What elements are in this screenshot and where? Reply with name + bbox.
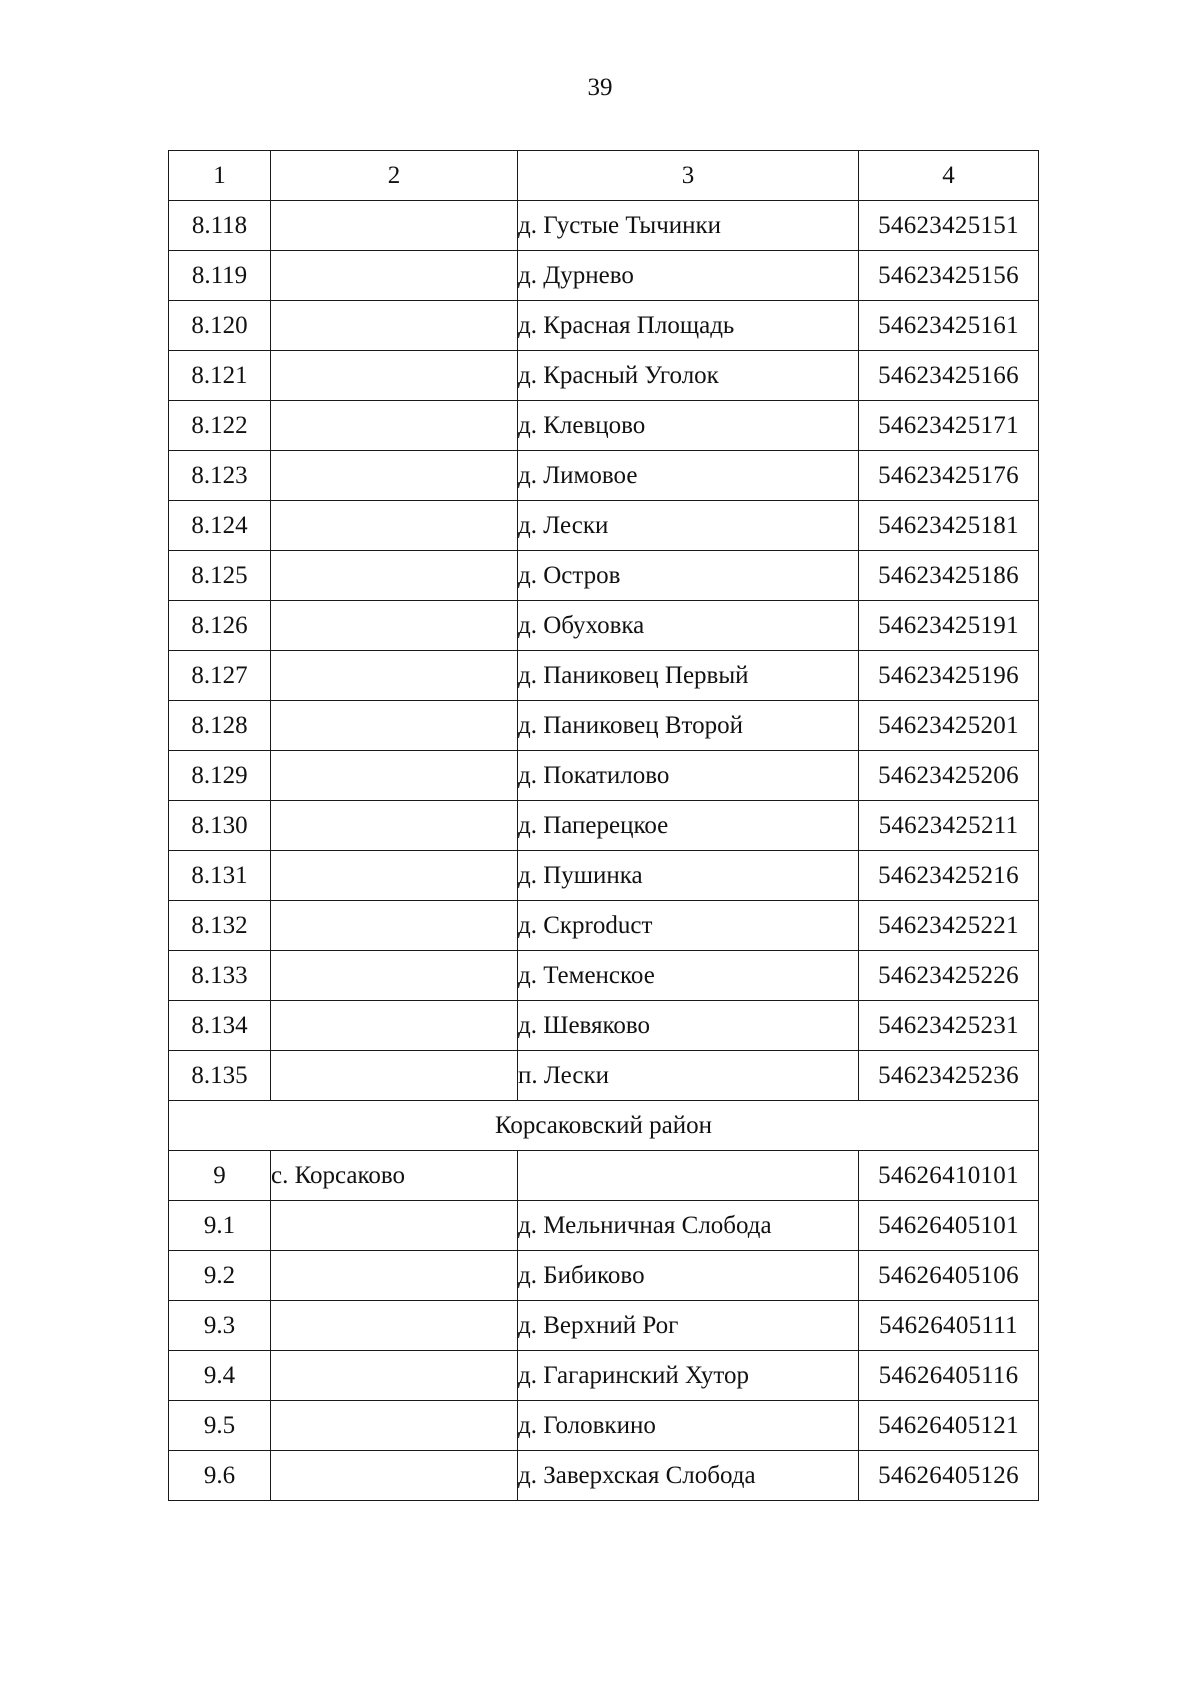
row-number-cell: 9.1 <box>169 1201 271 1251</box>
page-number: 39 <box>587 74 613 101</box>
settlement-cell <box>271 1251 518 1301</box>
settlement-cell <box>271 251 518 301</box>
locality-cell: д. Лимовое <box>518 451 859 501</box>
settlement-cell <box>271 201 518 251</box>
row-number-cell: 9.4 <box>169 1351 271 1401</box>
table-row <box>169 301 1039 351</box>
row-number-cell: 8.130 <box>169 801 271 851</box>
oktmo-code-cell: 54623425166 <box>859 351 1039 401</box>
locality-cell: д. Мельничная Слобода <box>518 1201 859 1251</box>
row-number-cell: 9.5 <box>169 1401 271 1451</box>
oktmo-code-cell: 54623425176 <box>859 451 1039 501</box>
settlement-cell <box>271 651 518 701</box>
locality-cell: д. Красная Площадь <box>518 301 859 351</box>
table-row <box>169 701 1039 751</box>
locality-cell: д. Покатилово <box>518 751 859 801</box>
oktmo-code-cell: 54626405101 <box>859 1201 1039 1251</box>
table-row <box>169 451 1039 501</box>
header-row <box>169 151 1039 201</box>
column-header-3: 3 <box>518 151 859 201</box>
locality-cell: д. Остров <box>518 551 859 601</box>
settlement-cell <box>271 1051 518 1101</box>
oktmo-code-cell: 54623425206 <box>859 751 1039 801</box>
row-number-cell: 8.134 <box>169 1001 271 1051</box>
settlement-cell <box>271 901 518 951</box>
oktmo-code-cell: 54623425226 <box>859 951 1039 1001</box>
section-row <box>169 1101 1039 1151</box>
locality-cell: д. Лески <box>518 501 859 551</box>
settlement-cell <box>271 1001 518 1051</box>
table-row <box>169 951 1039 1001</box>
row-number-cell: 8.125 <box>169 551 271 601</box>
row-number-cell: 8.129 <box>169 751 271 801</box>
table-row <box>169 1151 1039 1201</box>
section-title: Корсаковский район <box>169 1101 1039 1151</box>
settlement-cell <box>271 851 518 901</box>
row-number-cell: 8.127 <box>169 651 271 701</box>
settlements-table <box>168 150 1039 1501</box>
locality-cell <box>518 1151 859 1201</box>
table-row <box>169 251 1039 301</box>
table-row <box>169 351 1039 401</box>
locality-cell: д. Клевцово <box>518 401 859 451</box>
settlement-cell <box>271 501 518 551</box>
row-number-cell: 8.135 <box>169 1051 271 1101</box>
table-row <box>169 1201 1039 1251</box>
locality-cell: п. Лески <box>518 1051 859 1101</box>
table-row <box>169 651 1039 701</box>
oktmo-code-cell: 54623425196 <box>859 651 1039 701</box>
settlement-cell <box>271 1301 518 1351</box>
oktmo-code-cell: 54623425151 <box>859 201 1039 251</box>
settlement-cell <box>271 301 518 351</box>
table-row <box>169 901 1039 951</box>
oktmo-code-cell: 54623425186 <box>859 551 1039 601</box>
locality-cell: д. Верхний Рог <box>518 1301 859 1351</box>
table-row <box>169 601 1039 651</box>
settlement-cell <box>271 801 518 851</box>
table-row <box>169 1051 1039 1101</box>
table-body <box>169 151 1039 1501</box>
row-number-cell: 8.123 <box>169 451 271 501</box>
oktmo-code-cell: 54623425181 <box>859 501 1039 551</box>
locality-cell: д. Паперецкое <box>518 801 859 851</box>
table-row <box>169 401 1039 451</box>
locality-cell: д. Шевяково <box>518 1001 859 1051</box>
oktmo-code-cell: 54623425236 <box>859 1051 1039 1101</box>
oktmo-code-cell: 54626405121 <box>859 1401 1039 1451</box>
oktmo-code-cell: 54623425191 <box>859 601 1039 651</box>
column-header-2: 2 <box>271 151 518 201</box>
table-row <box>169 1351 1039 1401</box>
locality-cell: д. Обуховка <box>518 601 859 651</box>
row-number-cell: 9.6 <box>169 1451 271 1501</box>
table-row <box>169 1251 1039 1301</box>
settlement-cell <box>271 1451 518 1501</box>
oktmo-code-cell: 54626405106 <box>859 1251 1039 1301</box>
settlement-cell <box>271 451 518 501</box>
row-number-cell: 8.120 <box>169 301 271 351</box>
oktmo-code-cell: 54623425211 <box>859 801 1039 851</box>
settlement-cell <box>271 1201 518 1251</box>
oktmo-code-cell: 54626405126 <box>859 1451 1039 1501</box>
settlement-cell <box>271 1351 518 1401</box>
locality-cell: д. Бибиково <box>518 1251 859 1301</box>
settlement-cell <box>271 951 518 1001</box>
locality-cell: д. Паниковец Первый <box>518 651 859 701</box>
row-number-cell: 8.131 <box>169 851 271 901</box>
locality-cell: д. Гагаринский Хутор <box>518 1351 859 1401</box>
settlement-cell <box>271 601 518 651</box>
row-number-cell: 9.2 <box>169 1251 271 1301</box>
settlement-cell <box>271 401 518 451</box>
locality-cell: д. Головкино <box>518 1401 859 1451</box>
row-number-cell: 8.124 <box>169 501 271 551</box>
settlement-cell <box>271 1401 518 1451</box>
table-row <box>169 501 1039 551</box>
settlement-cell: с. Корсаково <box>271 1151 518 1201</box>
settlement-cell <box>271 351 518 401</box>
locality-cell: д. Густые Тычинки <box>518 201 859 251</box>
oktmo-code-cell: 54626405111 <box>859 1301 1039 1351</box>
locality-cell: д. Красный Уголок <box>518 351 859 401</box>
settlement-cell <box>271 551 518 601</box>
row-number-cell: 8.132 <box>169 901 271 951</box>
oktmo-code-cell: 54623425171 <box>859 401 1039 451</box>
row-number-cell: 8.121 <box>169 351 271 401</box>
table-row <box>169 1001 1039 1051</box>
table-row <box>169 551 1039 601</box>
locality-cell: д. Заверхская Слобода <box>518 1451 859 1501</box>
locality-cell: д. Паниковец Второй <box>518 701 859 751</box>
oktmo-code-cell: 54626405116 <box>859 1351 1039 1401</box>
locality-cell: д. Дурнево <box>518 251 859 301</box>
row-number-cell: 8.119 <box>169 251 271 301</box>
row-number-cell: 9.3 <box>169 1301 271 1351</box>
settlement-cell <box>271 751 518 801</box>
table-row <box>169 751 1039 801</box>
oktmo-code-cell: 54623425231 <box>859 1001 1039 1051</box>
row-number-cell: 8.133 <box>169 951 271 1001</box>
table-row <box>169 801 1039 851</box>
oktmo-code-cell: 54626410101 <box>859 1151 1039 1201</box>
oktmo-code-cell: 54623425221 <box>859 901 1039 951</box>
column-header-4: 4 <box>859 151 1039 201</box>
table-row <box>169 1301 1039 1351</box>
row-number-cell: 9 <box>169 1151 271 1201</box>
column-header-1: 1 <box>169 151 271 201</box>
table-row <box>169 1451 1039 1501</box>
locality-cell: д. Теменское <box>518 951 859 1001</box>
oktmo-code-cell: 54623425156 <box>859 251 1039 301</box>
row-number-cell: 8.126 <box>169 601 271 651</box>
oktmo-code-cell: 54623425216 <box>859 851 1039 901</box>
settlement-cell <box>271 701 518 751</box>
row-number-cell: 8.122 <box>169 401 271 451</box>
oktmo-code-cell: 54623425161 <box>859 301 1039 351</box>
oktmo-code-cell: 54623425201 <box>859 701 1039 751</box>
row-number-cell: 8.118 <box>169 201 271 251</box>
table-row <box>169 851 1039 901</box>
table-row <box>169 201 1039 251</box>
locality-cell: д. Пушинка <box>518 851 859 901</box>
table-row <box>169 1401 1039 1451</box>
row-number-cell: 8.128 <box>169 701 271 751</box>
locality-cell: д. Скproducт <box>518 901 859 951</box>
